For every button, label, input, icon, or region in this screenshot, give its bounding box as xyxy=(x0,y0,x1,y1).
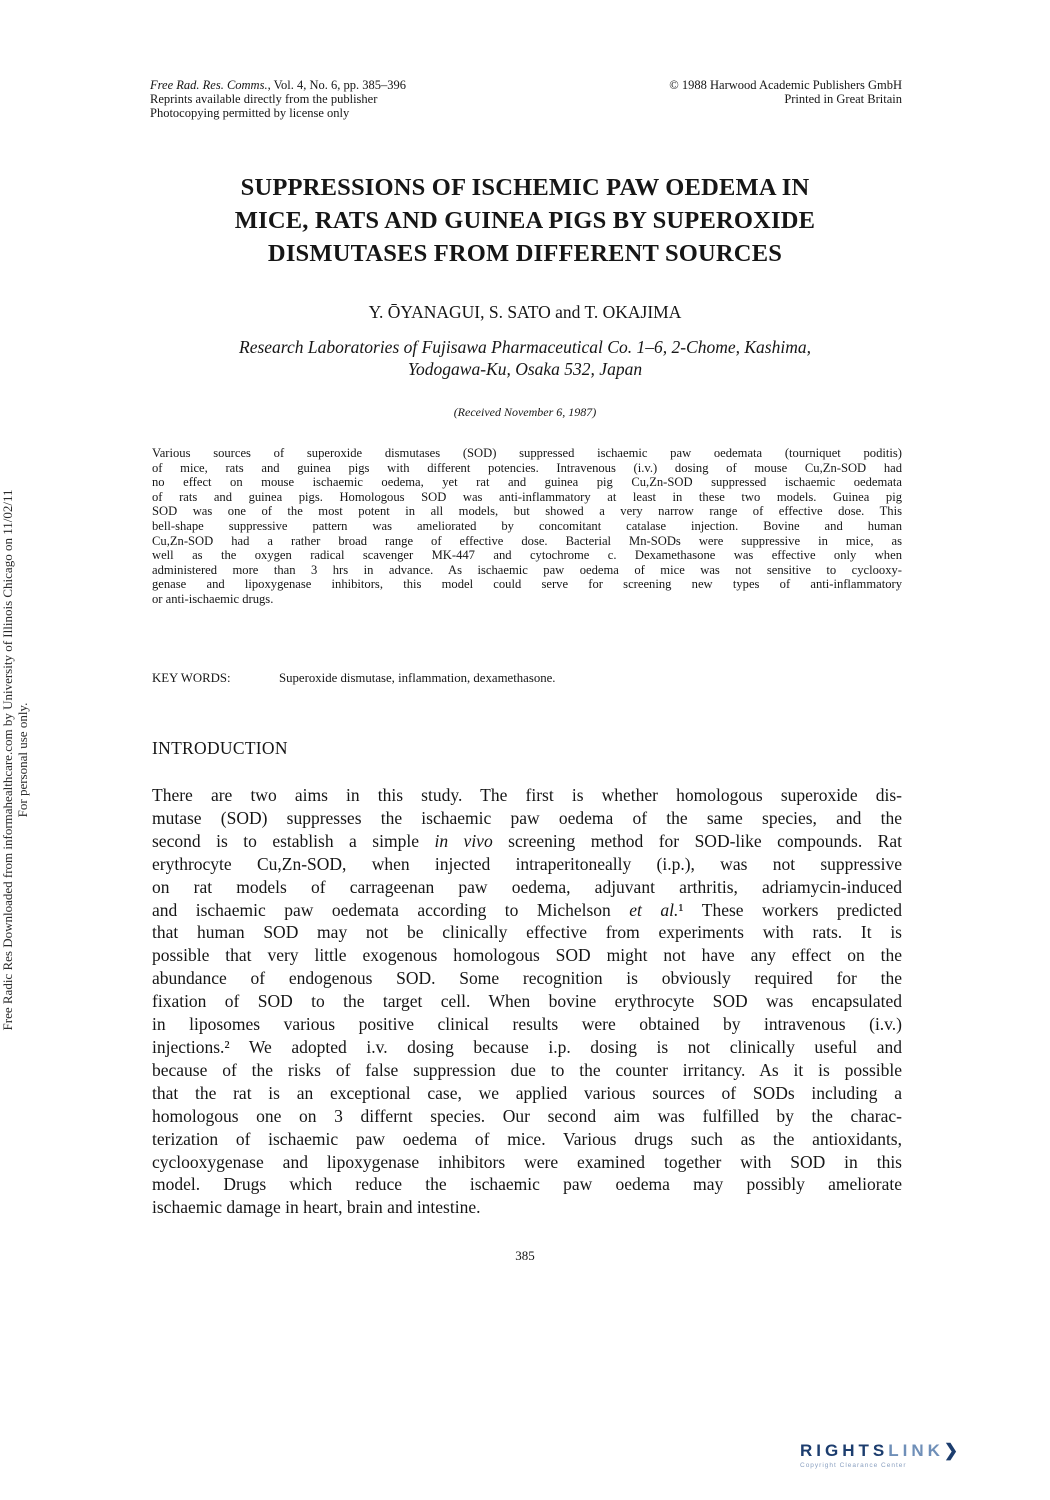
watermark-line: For personal use only. xyxy=(15,702,30,818)
affiliation-line: Research Laboratories of Fujisawa Pharmaceutical Co. 1–6, 2-Chome, Kashima, xyxy=(239,337,811,357)
received-date: (Received November 6, 1987) xyxy=(453,405,597,419)
logo-wordmark xyxy=(800,1441,1030,1461)
introduction-body xyxy=(152,784,902,1219)
body-line: second is to establish a simple in vivo screening method for SOD-like compounds. Rat xyxy=(152,830,902,851)
rightslink-logo[interactable] xyxy=(800,1441,1030,1481)
abstract-line: bell-shape suppressive pattern was ameliorated by concomitant catalase injection. Bovine and human xyxy=(152,518,902,533)
keywords-label: KEY WORDS: xyxy=(152,671,231,685)
watermark-line: Free Radic Res Downloaded from informahealthcare.com by University of Illinois Chicago on 11/02/11 xyxy=(0,489,15,1031)
running-header-left xyxy=(150,78,550,120)
logo-text-dark: RIGHTS xyxy=(800,1441,889,1460)
authors: Y. ŌYANAGUI, S. SATO and T. OKAJIMA xyxy=(368,302,682,322)
abstract-line: Cu,Zn-SOD had a rather broad range of effective dose. Bacterial Mn-SODs were suppressive in mice, as xyxy=(152,533,902,548)
copyright-line: © 1988 Harwood Academic Publishers GmbH xyxy=(669,78,902,92)
affiliation xyxy=(150,336,900,380)
body-line: fixation of SOD to the target cell. When bovine erythrocyte SOD was encapsulated xyxy=(152,991,902,1012)
reprints-note: Reprints available directly from the publisher xyxy=(150,92,378,106)
abstract xyxy=(152,446,902,607)
logo-text-light: LINK xyxy=(888,1441,944,1460)
body-line: ischaemic damage in heart, brain and intestine. xyxy=(152,1197,481,1218)
body-line: and ischaemic paw oedemata according to Michelson et al.¹ These workers predicted xyxy=(152,899,902,920)
body-line: homologous one on 3 differnt species. Our second aim was fulfilled by the charac- xyxy=(152,1105,902,1126)
abstract-line: SOD was one of the most potent in all models, but showed a very narrow range of effective dose. This xyxy=(152,504,902,519)
article-title xyxy=(140,171,910,270)
abstract-line: genase and lipoxygenase inhibitors, this model could serve for screening new types of anti-inflammatory xyxy=(152,577,902,592)
citation-line xyxy=(150,78,550,92)
body-line: on rat models of carrageenan paw oedema, adjuvant arthritis, adriamycin-induced xyxy=(152,876,902,897)
body-line: possible that very little exogenous homologous SOD might not have any effect on the xyxy=(152,945,902,966)
title-line: SUPPRESSIONS OF ISCHEMIC PAW OEDEMA IN xyxy=(240,174,810,201)
title-line: MICE, RATS AND GUINEA PIGS BY SUPEROXIDE xyxy=(234,207,816,234)
affiliation-line: Yodogawa-Ku, Osaka 532, Japan xyxy=(407,359,643,379)
logo-tagline: Copyright Clearance Center xyxy=(800,1462,907,1469)
body-line: terization of ischaemic paw oedema of mice. Various drugs such as the antioxidants, xyxy=(152,1128,902,1149)
body-line: that the rat is an exceptional case, we applied various sources of SODs including a xyxy=(152,1082,902,1103)
running-header-right xyxy=(560,78,902,106)
download-watermark xyxy=(0,400,40,1120)
page-number: 385 xyxy=(515,1248,535,1263)
abstract-line: or anti-ischaemic drugs. xyxy=(152,591,274,606)
keywords-text: Superoxide dismutase, inflammation, dexamethasone. xyxy=(279,671,556,685)
photocopying-note: Photocopying permitted by license only xyxy=(150,106,350,120)
abstract-line: administered more than 3 hrs in advance. As ischaemic paw oedema of mice was not sensitive to cyclooxy- xyxy=(152,562,902,577)
download-watermark-text xyxy=(0,400,40,1120)
body-line: cyclooxygenase and lipoxygenase inhibitors were examined together with SOD in this xyxy=(152,1151,902,1172)
abstract-line: no effect on mouse ischaemic oedema, yet rat and guinea pig Cu,Zn-SOD suppressed ischaemic oedemata xyxy=(152,475,902,490)
volume-pages: , Vol. 4, No. 6, pp. 385–396 xyxy=(267,78,407,92)
abstract-line: well as the oxygen radical scavenger MK-447 and cytochrome c. Dexamethasone was effective only when xyxy=(152,548,902,563)
body-line: There are two aims in this study. The first is whether homologous superoxide dis- xyxy=(152,785,902,805)
printed-line: Printed in Great Britain xyxy=(784,92,902,106)
body-line: abundance of endogenous SOD. Some recognition is obviously required for the xyxy=(152,968,902,989)
abstract-line: of rats and guinea pigs. Homologous SOD was anti-inflammatory at least in these two models. Guinea pig xyxy=(152,489,902,504)
body-line: mutase (SOD) suppresses the ischaemic paw oedema of the same species, and the xyxy=(152,807,902,828)
abstract-line: of mice, rats and guinea pigs with different potencies. Intravenous (i.v.) dosing of mouse Cu,Zn-SOD had xyxy=(152,460,902,475)
title-line: DISMUTASES FROM DIFFERENT SOURCES xyxy=(267,240,783,267)
abstract-line: Various sources of superoxide dismutases (SOD) suppressed ischaemic paw oedemata (tourniquet poditis) xyxy=(152,446,902,460)
body-line: model. Drugs which reduce the ischaemic paw oedema may possibly ameliorate xyxy=(152,1174,902,1195)
logo-arrow-icon: ❯ xyxy=(943,1441,963,1460)
section-heading: INTRODUCTION xyxy=(152,738,288,758)
body-line: injections.² We adopted i.v. dosing because i.p. dosing is not clinically useful and xyxy=(152,1036,902,1057)
body-line: because of the risks of false suppression due to the counter irritancy. As it is possible xyxy=(152,1059,902,1080)
body-line: that human SOD may not be clinically effective from experiments with rats. It is xyxy=(152,922,902,943)
body-line: in liposomes various positive clinical results were obtained by intravenous (i.v.) xyxy=(152,1014,902,1035)
journal-name: Free Rad. Res. Comms. xyxy=(150,78,268,92)
keywords xyxy=(152,671,902,686)
body-line: erythrocyte Cu,Zn-SOD, when injected intraperitoneally (i.p.), was not suppressive xyxy=(152,853,902,874)
